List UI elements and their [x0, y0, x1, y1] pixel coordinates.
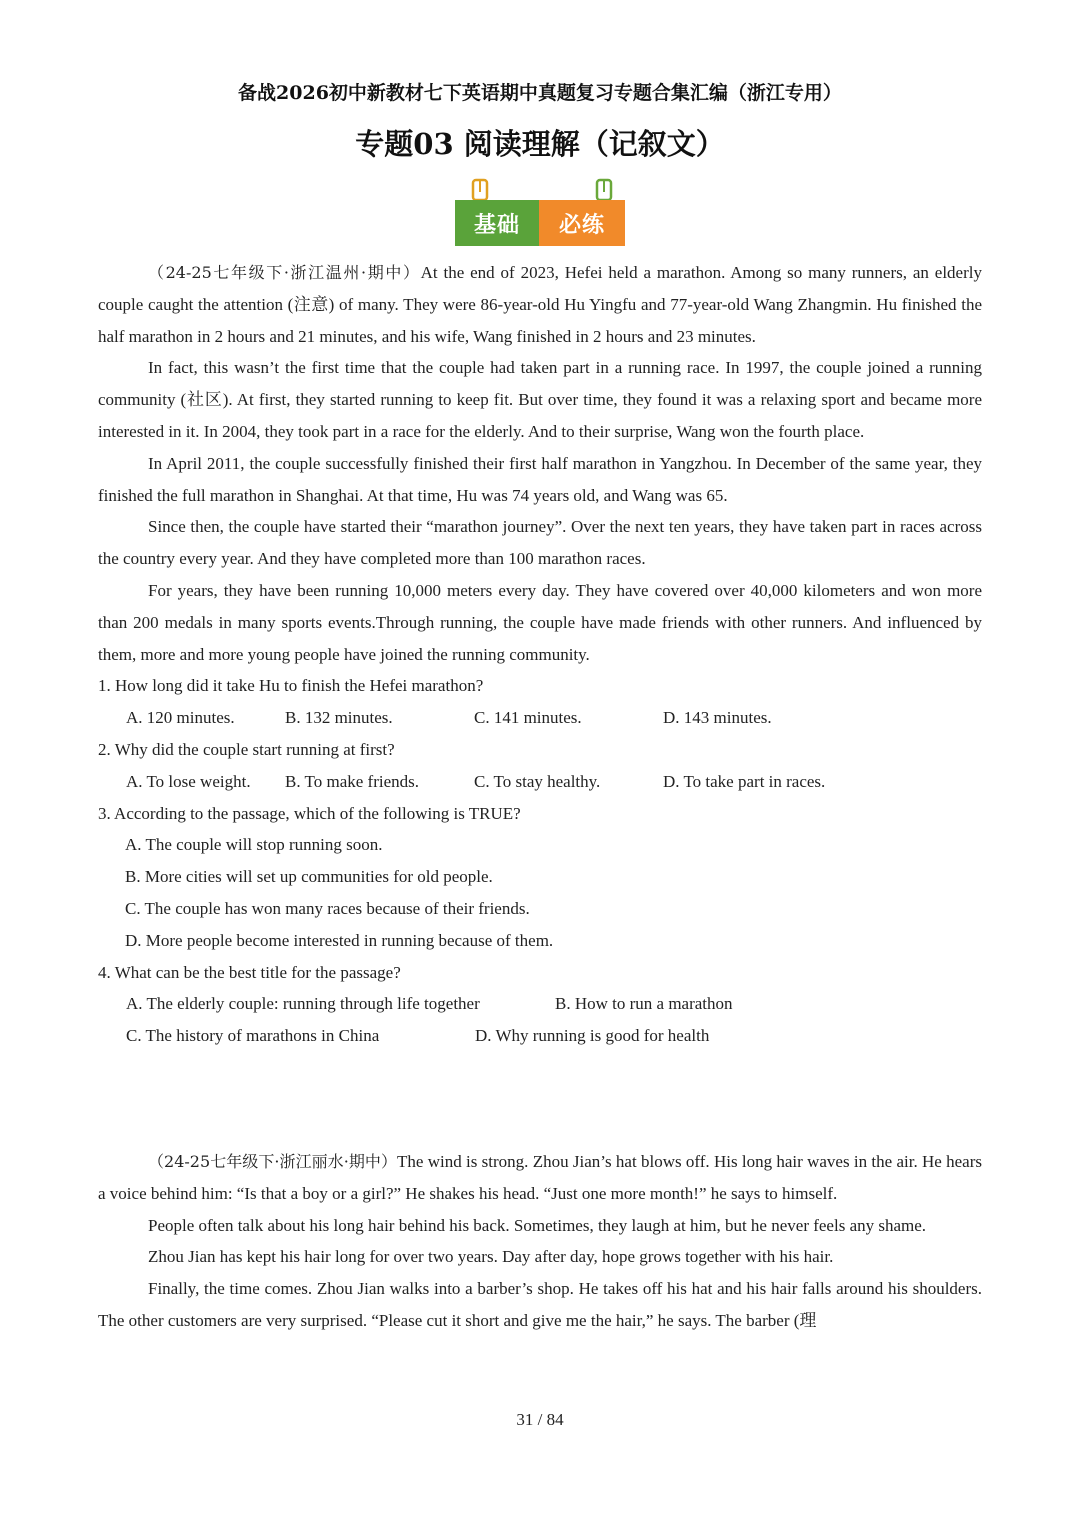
option: A. To lose weight.	[126, 771, 251, 791]
paragraph: Since then, the couple have started their “marathon journey”. Over the next ten years, they have taken part in races across the country every year. And they have completed more than 100 marathon races.	[98, 517, 982, 569]
option: D. More people become interested in running because of them.	[125, 930, 554, 950]
question-stem: 2. Why did the couple start running at first?	[98, 739, 395, 759]
paragraph: People often talk about his long hair behind his back. Sometimes, they laugh at him, but he never feels any shame.	[148, 1215, 927, 1235]
paragraph: （24-25七年级下·浙江温州·期中）At the end of 2023, Hefei held a marathon. Among so many runners, an elderly couple caught the attention (注意) of many. They were 86-year-old Hu Yingfu and 77-year-old Wang Zhangmin. Hu finished the half marathon in 2 hours and 21 minutes, and his wife, Wang finished in 2 hours and 23 minutes.	[98, 263, 982, 346]
source-label: （24-25七年级下·浙江温州·期中）	[148, 263, 421, 282]
paragraph: （24-25七年级下·浙江丽水·期中）The wind is strong. Zhou Jian’s hat blows off. His long hair waves in the air. He hears a voice behind him: “Is that a boy or a girl?” He shakes his head. “Just one more month!” he says to himself.	[98, 1152, 982, 1203]
page-title: 专题03 阅读理解（记叙文）	[355, 127, 725, 161]
option: B. 132 minutes.	[285, 708, 393, 728]
option: D. 143 minutes.	[663, 708, 772, 728]
paragraph: Finally, the time comes. Zhou Jian walks into a barber’s shop. He takes off his hat and his hair falls around his shoulders. The other customers are very surprised. “Please cut it short and give me the hair,” he says. The barber (理	[98, 1279, 982, 1330]
option: C. The history of marathons in China	[126, 1026, 380, 1046]
question-stem: 3. According to the passage, which of the following is TRUE?	[98, 803, 521, 823]
question-stem: 4. What can be the best title for the passage?	[98, 962, 401, 982]
section-badge	[455, 178, 625, 248]
paragraph: For years, they have been running 10,000 meters every day. They have covered over 40,000 kilometers and won more than 200 medals in many sports events.Through running, the couple have made friends with other runners. And influenced by them, more and more young people have joined the running community.	[98, 580, 982, 664]
option: D. Why running is good for health	[475, 1026, 710, 1046]
option-row	[98, 702, 982, 734]
option-row	[98, 1020, 982, 1052]
clip-icon	[469, 178, 491, 202]
page-number: 31 / 84	[516, 1410, 564, 1429]
paragraph: In April 2011, the couple successfully finished their first half marathon in Yangzhou. In December of the same year, they finished the full marathon in Shanghai. At that time, Hu was 74 years old, and Wang was 65.	[98, 453, 982, 505]
option: A. The couple will stop running soon.	[125, 835, 383, 855]
option: D. To take part in races.	[663, 771, 826, 791]
option-row	[98, 988, 982, 1020]
clip-icon	[593, 178, 615, 202]
option: B. To make friends.	[285, 771, 419, 791]
option: A. The elderly couple: running through life together	[126, 994, 480, 1014]
option: A. 120 minutes.	[126, 708, 235, 728]
question-stem: 1. How long did it take Hu to finish the Hefei marathon?	[98, 676, 484, 696]
option: C. 141 minutes.	[474, 708, 582, 728]
paragraph: Zhou Jian has kept his hair long for over two years. Day after day, hope grows together with his hair.	[148, 1247, 834, 1267]
option-row	[98, 766, 982, 798]
passage-2	[98, 1146, 982, 1337]
paragraph: In fact, this wasn’t the first time that the couple had taken part in a running race. In 1997, the couple joined a running community (社区). At first, they started running to keep fit. But over time, they found it was a relaxing sport and became more interested in it. In 2004, they took part in a race for the elderly. And to their surprise, Wang won the fourth place.	[98, 358, 982, 441]
running-header: 备战2026初中新教材七下英语期中真题复习专题合集汇编（浙江专用）	[238, 82, 842, 104]
badge-label-basic: 基础	[455, 200, 539, 246]
option: C. The couple has won many races because of their friends.	[125, 898, 530, 918]
option: C. To stay healthy.	[474, 771, 601, 791]
option: B. How to run a marathon	[555, 994, 733, 1014]
option: B. More cities will set up communities for old people.	[125, 867, 493, 887]
source-label: （24-25七年级下·浙江丽水·期中）	[148, 1152, 397, 1171]
passage-1	[98, 257, 982, 1052]
badge-label-practice: 必练	[539, 200, 625, 246]
